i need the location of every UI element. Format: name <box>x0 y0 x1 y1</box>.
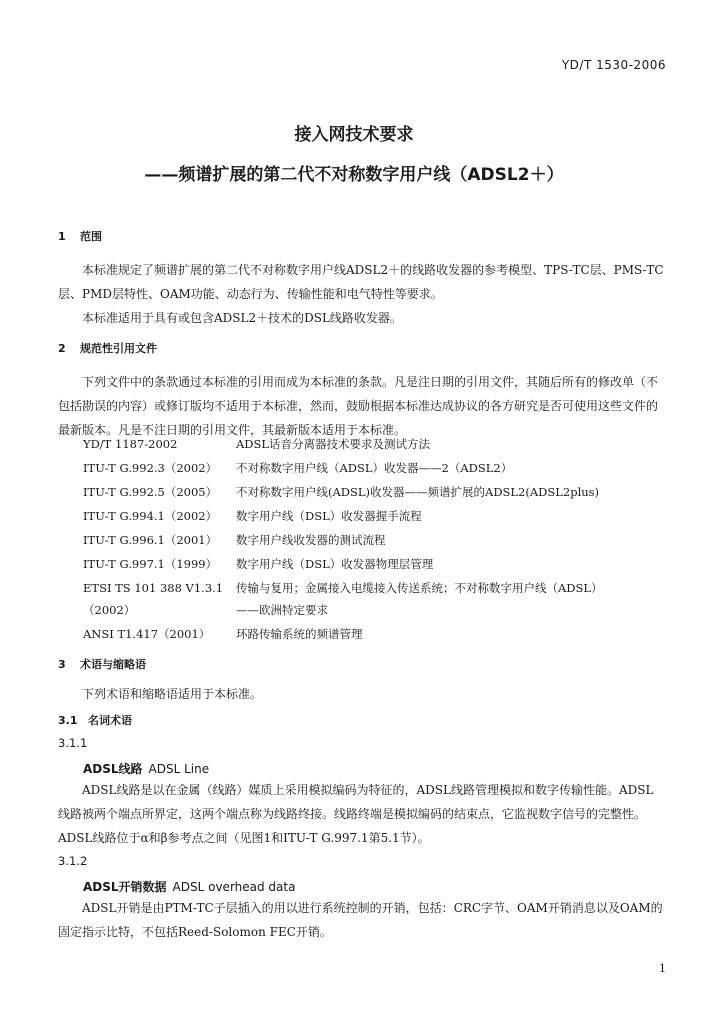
subsection-3-1-heading <box>58 712 132 728</box>
standard-code: YD/T 1530-2006 <box>561 58 666 72</box>
reference-title: ADSL话音分离器技术要求及测试方法 <box>236 437 431 451</box>
term-adsl-line <box>83 760 209 777</box>
term-definition: ADSL线路是以在金属（线路）媒质上采用模拟编码为特征的，ADSL线路管理模拟和数字传输性能。ADSL线路被两个端点所界定，这两个端点称为线路终接。线路终端是模拟编码的结束点，它监视数字信号的完整性。ADSL线路位于α和β参考点之间（见图1和ITU-T G.997.1第5.1节）。 <box>58 783 654 845</box>
term-en: ADSL overhead data <box>172 880 296 894</box>
reference-title: 环路传输系统的频谱管理 <box>236 627 363 641</box>
title-main: 接入网技术要求 <box>294 125 414 145</box>
terms-intro: 下列术语和缩略语适用于本标准。 <box>82 687 263 701</box>
scope-paragraph-2: 本标准适用于具有或包含ADSL2＋技术的DSL线路收发器。 <box>82 311 402 325</box>
clause-3-1-2-number: 3.1.2 <box>58 854 88 868</box>
title-sub: ——频谱扩展的第二代不对称数字用户线（ADSL2＋） <box>144 165 564 185</box>
section-3-number: 3 <box>58 658 66 671</box>
term-en: ADSL Line <box>148 762 210 776</box>
section-2-number: 2 <box>58 342 66 355</box>
reference-id: ITU-T G.994.1（2002） <box>83 509 218 523</box>
reference-title-continuation: ——欧洲特定要求 <box>236 603 328 617</box>
subsection-3-1-title: 名词术语 <box>88 714 132 727</box>
reference-id: YD/T 1187-2002 <box>83 437 178 451</box>
reference-id: ITU-T G.997.1（1999） <box>83 557 218 571</box>
reference-title: 传输与复用；金属接入电缆接入传送系统；不对称数字用户线（ADSL） <box>236 581 603 595</box>
reference-id: ANSI T1.417（2001） <box>83 627 211 641</box>
term-definition: ADSL开销是由PTM-TC子层插入的用以进行系统控制的开销，包括：CRC字节、OAM开销消息以及OAM的固定指示比特，不包括Reed-Solomon FEC开销。 <box>58 901 663 939</box>
reference-id: ITU-T G.992.3（2002） <box>83 461 218 475</box>
clause-3-1-1-number: 3.1.1 <box>58 736 88 750</box>
reference-title: 数字用户线（DSL）收发器物理层管理 <box>236 557 434 571</box>
term-zh: ADSL线路 <box>83 762 143 776</box>
reference-title: 数字用户线收发器的测试流程 <box>236 533 386 547</box>
reference-title: 不对称数字用户线（ADSL）收发器——2（ADSL2） <box>236 461 513 475</box>
reference-id: ETSI TS 101 388 V1.3.1 <box>83 581 224 595</box>
page-number: 1 <box>659 962 666 975</box>
reference-title: 不对称数字用户线(ADSL)收发器——频谱扩展的ADSL2(ADSL2plus) <box>236 485 600 499</box>
reference-id: ITU-T G.996.1（2001） <box>83 533 218 547</box>
section-2-heading <box>58 340 157 356</box>
term-zh: ADSL开销数据 <box>83 880 167 894</box>
section-1-title: 范围 <box>80 230 102 243</box>
section-3-title: 术语与缩略语 <box>80 658 146 671</box>
subsection-3-1-number: 3.1 <box>58 714 78 727</box>
section-1-number: 1 <box>58 230 66 243</box>
references-intro: 下列文件中的条款通过本标准的引用而成为本标准的条款。凡是注日期的引用文件，其随后所有的修改单（不包括勘误的内容）或修订版均不适用于本标准，然而，鼓励根据本标准达成协议的各方研究是否可使用这些文件的最新版本。凡是不注日期的引用文件，其最新版本适用于本标准。 <box>58 375 659 437</box>
section-3-heading <box>58 656 146 672</box>
section-2-title: 规范性引用文件 <box>80 342 157 355</box>
reference-title: 数字用户线（DSL）收发器握手流程 <box>236 509 422 523</box>
section-1-heading <box>58 228 102 244</box>
reference-id: ITU-T G.992.5（2005） <box>83 485 218 499</box>
reference-id-continuation: （2002） <box>83 603 136 617</box>
scope-paragraph-1: 本标准规定了频谱扩展的第二代不对称数字用户线ADSL2＋的线路收发器的参考模型、TPS-TC层、PMS-TC层、PMD层特性、OAM功能、动态行为、传输性能和电气特性等要求。 <box>58 263 664 301</box>
term-adsl-overhead-data <box>83 878 295 895</box>
